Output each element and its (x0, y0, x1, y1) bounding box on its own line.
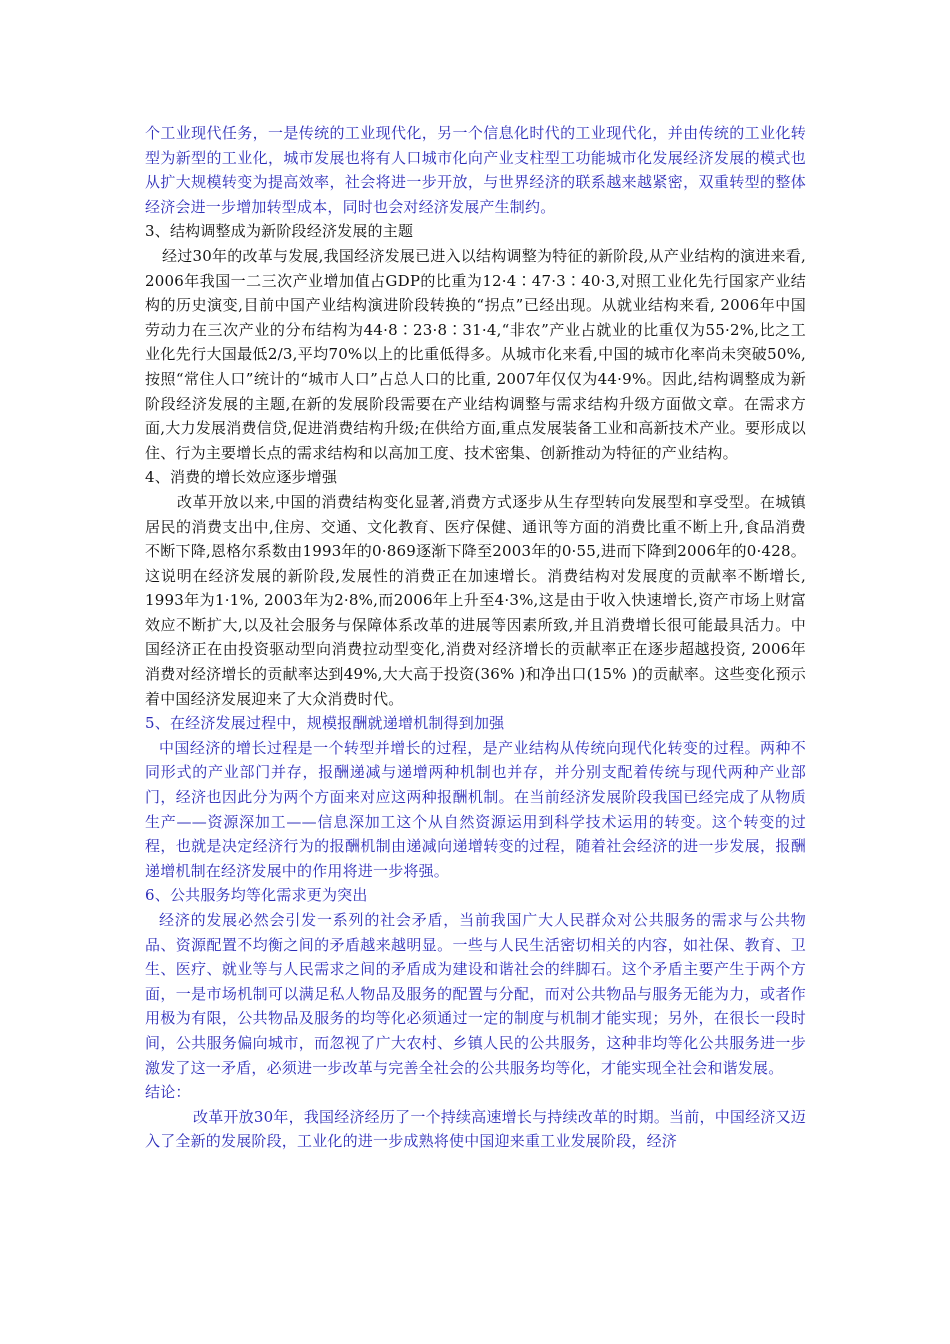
paragraph-conclusion: 改革开放30年，我国经济经历了一个持续高速增长与持续改革的时期。当前，中国经济又迈入了全新的发展阶段，工业化的进一步成熟将使中国迎来重工业发展阶段，经济 (145, 1107, 806, 1151)
paragraph-consumption-growth: 改革开放以来,中国的消费结构变化显著,消费方式逐步从生存型转向发展型和享受型。在城镇居民的消费支出中,住房、交通、文化教育、医疗保健、通讯等方面的消费比重不断上升,食品消费不断下降,恩格尔系数由1993年的0·869逐渐下降至2003年的0·55,进而下降到2006年的0·428。这说明在经济发展的新阶段,发展性的消费正在加速增长。消费结构对发展度的贡献率不断增长, 1993年为1·1%, 2003年为2·8%,而2006年上升至4·3%,这是由于收入快速增长,资产市场上财富效应不断扩大,以及社会服务与保障体系改革的进展等因素所致,并且消费增长很可能最具活力。中国经济正在由投资驱动型向消费拉动型变化,消费对经济增长的贡献率正在逐步超越投资, 2006年消费对经济增长的贡献率达到49%,大大高于投资(36% )和净出口(15% )的贡献率。这些变化预示着中国经济发展迎来了大众消费时代。 (145, 492, 806, 708)
heading-increasing-returns: 5、在经济发展过程中，规模报酬就递增机制得到加强 (145, 714, 505, 733)
paragraph-structural-adjustment: 经过30年的改革与发展,我国经济发展已进入以结构调整为特征的新阶段,从产业结构的演进来看, 2006年我国一二三次产业增加值占GDP的比重为12·4∶47·3∶40·3,对照工业化先行国家产业结构的历史演变,目前中国产业结构演进阶段转换的“拐点”已经出现。从就业结构来看, 2006年中国劳动力在三次产业的分布结构为44·8∶23·8∶31·4,“非农”产业占就业的比重仅为55·2%,比之工业化先行大国最低2/3,平均70%以上的比重低得多。从城市化来看,中国的城市化率尚未突破50%,按照“常住人口”统计的“城市人口”占总人口的比重, 2007年仅仅为44·9%。因此,结构调整成为新阶段经济发展的主题,在新的发展阶段需要在产业结构调整与需求结构升级方面做文章。在需求方面,大力发展消费信贷,促进消费结构升级;在供给方面,重点发展装备工业和高新技术产业。要形成以住、行为主要增长点的需求结构和以高加工度、技术密集、创新推动为特征的产业结构。 (145, 246, 806, 462)
heading-public-service-equalization: 6、公共服务均等化需求更为突出 (145, 886, 368, 905)
heading-structural-adjustment: 3、结构调整成为新阶段经济发展的主题 (145, 222, 414, 241)
heading-conclusion: 结论： (145, 1083, 191, 1102)
heading-consumption-growth: 4、消费的增长效应逐步增强 (145, 468, 338, 487)
paragraph-dual-transformation: 个工业现代任务，一是传统的工业现代化，另一个信息化时代的工业现代化，并由传统的工业化转型为新型的工业化，城市发展也将有人口城市化向产业支柱型工功能城市化发展经济发展的模式也从扩大规模转变为提高效率，社会将进一步开放，与世界经济的联系越来越紧密，双重转型的整体经济会进一步增加转型成本，同时也会对经济发展产生制约。 (145, 124, 806, 216)
paragraph-public-service-equalization: 经济的发展必然会引发一系列的社会矛盾，当前我国广大人民群众对公共服务的需求与公共物品、资源配置不均衡之间的矛盾越来越明显。一些与人民生活密切相关的内容，如社保、教育、卫生、医疗、就业等与人民需求之间的矛盾成为建设和谐社会的绊脚石。这个矛盾主要产生于两个方面，一是市场机制可以满足私人物品及服务的配置与分配，而对公共物品与服务无能为力，或者作用极为有限，公共物品及服务的均等化必须通过一定的制度与机制才能实现；另外，在很长一段时间，公共服务偏向城市，而忽视了广大农村、乡镇人民的公共服务，这种非均等化公共服务进一步激发了这一矛盾，必须进一步改革与完善全社会的公共服务均等化，才能实现全社会和谐发展。 (145, 911, 806, 1077)
paragraph-increasing-returns: 中国经济的增长过程是一个转型并增长的过程，是产业结构从传统向现代化转变的过程。两种不同形式的产业部门并存，报酬递减与递增两种机制也并存，并分别支配着传统与现代两种产业部门，经济也因此分为两个方面来对应这两种报酬机制。在当前经济发展阶段我国已经完成了从物质生产——资源深加工——信息深加工这个从自然资源运用到科学技术运用的转变。这个转变的过程，也就是决定经济行为的报酬机制由递减向递增转变的过程，随着社会经济的进一步发展，报酬递增机制在经济发展中的作用将进一步将强。 (145, 738, 806, 880)
